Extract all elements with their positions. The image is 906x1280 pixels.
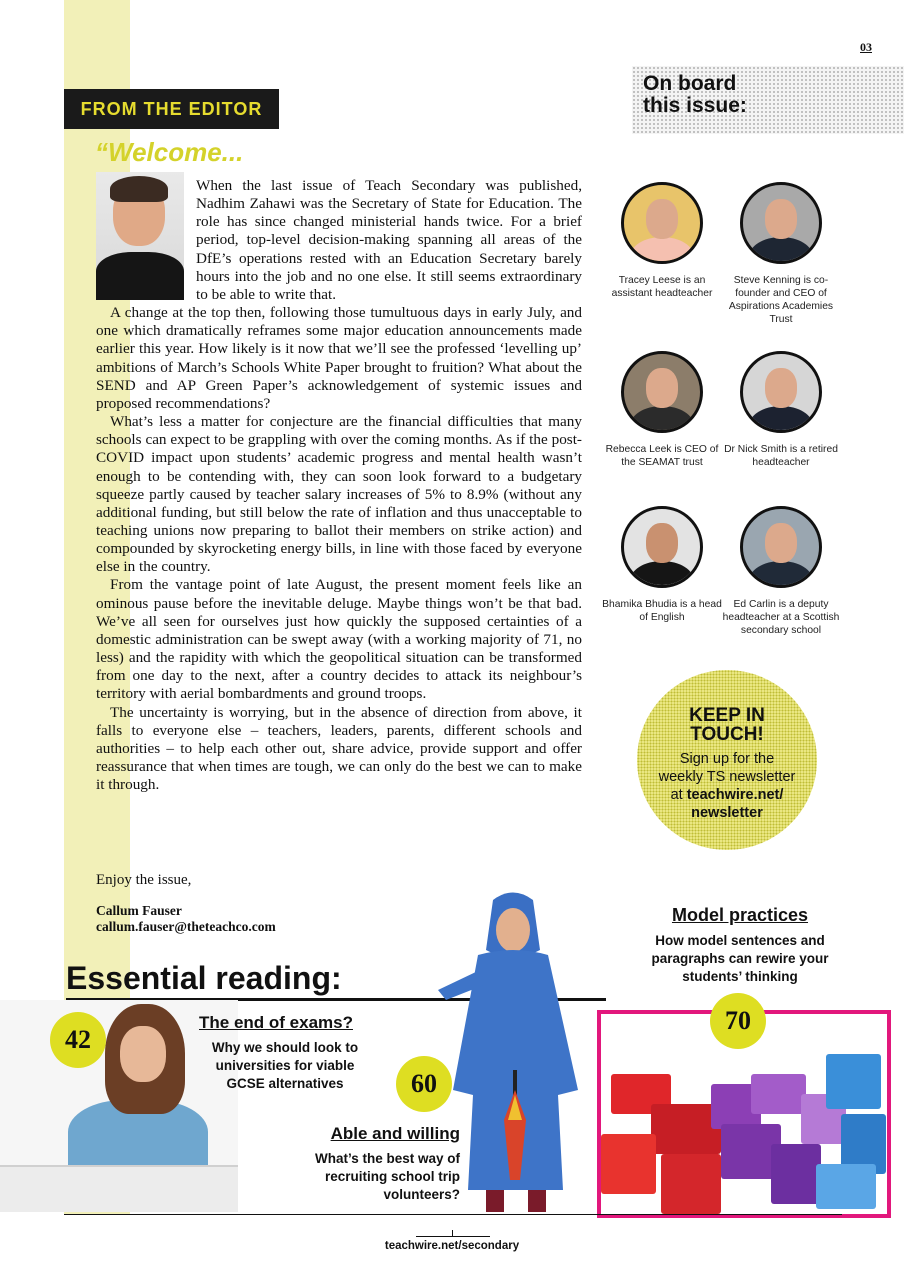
onboard-title: On board this issue:: [643, 72, 747, 117]
feature-title[interactable]: The end of exams?: [199, 1013, 353, 1032]
paragraph: From the vantage point of late August, the present moment feels like an ominous pause before the inevitable deluge. Maybe things won’t be that bad. We’ve all seen for ourselves just how quickly the supposed certainties of a domestic administration can be swept away (with a working majority of 71, no less) and the rapidity with which the geopolitical situation can be transformed from one day to the next, after a country decides to attack its neighbour’s territory with aerial bombardments and ground troops.: [96, 576, 582, 703]
contributor-caption: Steve Kenning is co-founder and CEO of Aspirations Academies Trust: [728, 275, 834, 325]
paragraph: A change at the top then, following those tumultuous days in early July, and one which dramatically reframes some major education announcements made earlier this year. How likely is it now that we’ll see the professed ‘levelling up’ ambitions of March’s Schools White Paper brought to fruition? What about the SEND and AP Green Paper’s acknowledgement of systemic issues and proposed recommendations?: [96, 304, 582, 412]
editor-email[interactable]: callum.fauser@theteachco.com: [96, 919, 276, 934]
contributor-card: [602, 182, 722, 300]
newsletter-link[interactable]: newsletter: [691, 805, 763, 821]
contributor-photo: [621, 182, 703, 264]
contributor-photo: [740, 351, 822, 433]
footer-tick: [416, 1236, 490, 1237]
contributor-photo: [621, 351, 703, 433]
welcome-heading: “Welcome...: [95, 137, 244, 167]
contributor-card: [721, 351, 841, 469]
raincoat-woman-photo: [438, 890, 588, 1212]
editor-name: Callum Fauser: [96, 903, 182, 918]
keep-in-touch-title: KEEP IN TOUCH!: [689, 705, 765, 745]
paragraph: The uncertainty is worrying, but in the absence of direction from above, it falls to everyone else – teachers, leaders, parents, different schools and authorities – to help each other out, share advice, provide support and offer reassurance that when times are tough, we can only do the best we can to make it through.: [96, 703, 582, 794]
feature-desc: What’s the best way of recruiting school trip volunteers?: [314, 1151, 460, 1202]
essential-reading-heading: Essential reading:: [66, 960, 342, 996]
feature-title[interactable]: Model practices: [671, 905, 809, 925]
contributor-card: [721, 182, 841, 326]
page-badge: 60: [396, 1056, 452, 1112]
contributor-photo: [740, 182, 822, 264]
newsletter-link[interactable]: teachwire.net/: [686, 787, 784, 803]
page-number: 03: [860, 40, 872, 54]
contributor-photo: [621, 506, 703, 588]
signoff-line: Enjoy the issue,: [96, 872, 192, 888]
paragraph: When the last issue of Teach Secondary was published, Nadhim Zahawi was the Secretary of State for Education. The role has since changed ministerial hands twice. For a brief period, top-level decision-making spanning all areas of the DfE’s operations rested with an Education Secretary barely hours into the job and no one else. It still seems extraordinary to be able to write that.: [196, 177, 582, 303]
editor-signature: [96, 903, 276, 935]
newsletter-text: Sign up for the weekly TS newsletter at teachwire.net/ newsletter: [658, 751, 796, 821]
contributor-card: [602, 351, 722, 469]
section-tag: FROM THE EDITOR: [64, 89, 279, 129]
footer-url[interactable]: teachwire.net/secondary: [384, 1240, 520, 1252]
page-badge: 70: [710, 993, 766, 1049]
feature-desc: How model sentences and paragraphs can rewire your students’ thinking: [651, 933, 829, 984]
contributor-card: [721, 506, 841, 637]
contributor-card: [602, 506, 722, 624]
page-badge: 42: [50, 1012, 106, 1068]
footer-divider: [64, 1214, 842, 1215]
contributor-caption: Rebecca Leek is CEO of the SEAMAT trust: [605, 444, 719, 468]
editor-letter: [96, 177, 582, 794]
paragraph: What’s less a matter for conjecture are the financial difficulties that many schools can expect to be grappling with over the coming months. As if the post-COVID impact upon students’ academic progress and mental health wasn’t enough to be contending with, they can soon look forward to a budgetary squeeze partly caused by teacher salary increases of 5% to 8.9% (without any additional funding, but still below the rate of inflation and thus unacceptable to teaching unions now preparing to ballot their members on strike action) and compounded by skyrocketing energy bills, in line with those faced by everyone else in the country.: [96, 413, 582, 576]
feature-desc: Why we should look to universities for viable GCSE alternatives: [211, 1040, 359, 1091]
contributor-photo: [740, 506, 822, 588]
footer-tick: [452, 1230, 453, 1237]
contributor-caption: Ed Carlin is a deputy headteacher at a Scottish secondary school: [722, 599, 840, 636]
contributor-caption: Tracey Leese is an assistant headteacher: [611, 275, 713, 299]
contributor-caption: Bhamika Bhudia is a head of English: [602, 599, 722, 623]
contributor-caption: Dr Nick Smith is a retired headteacher: [724, 444, 838, 468]
feature-title[interactable]: Able and willing: [330, 1124, 460, 1143]
